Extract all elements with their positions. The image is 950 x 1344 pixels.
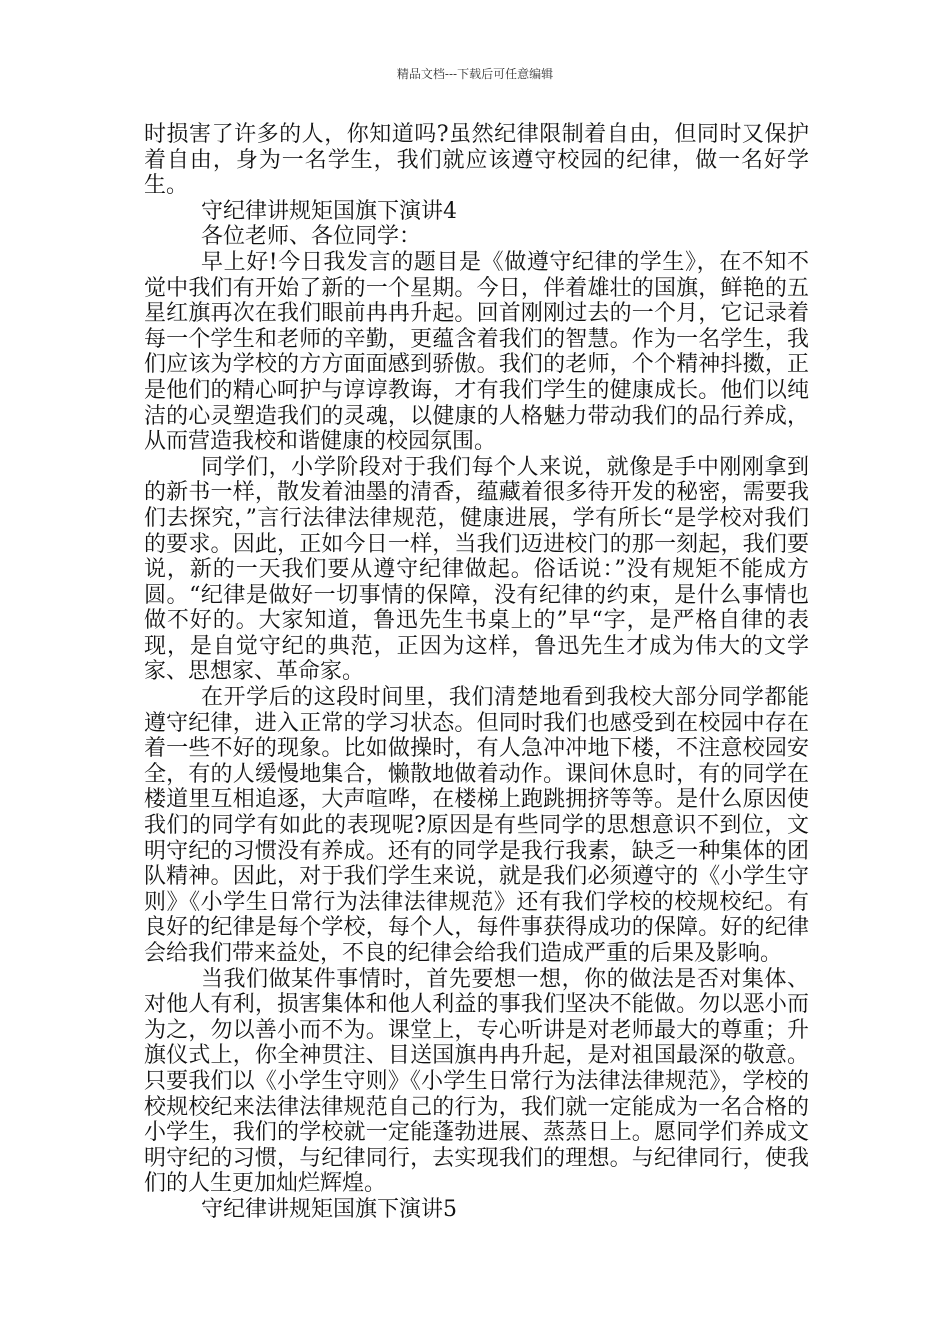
paragraph-greeting: 早上好!今日我发言的题目是《做遵守纪律的学生》，在不知不觉中我们有开始了新的一个星期。今日，伴着雄壮的国旗，鲜艳的五星红旗再次在我们眼前冉冉升起。回首刚刚过去的一个月，它记录着每一个学生和老师的辛勤，更蕴含着我们的智慧。作为一名学生，我们应该为学校的方方面面感到骄傲。我们的老师，个个精神抖擞，正是他们的精心呵护与谆谆教诲，才有我们学生的健康成长。他们以纯洁的心灵塑造我们的灵魂，以健康的人格魅力带动我们的品行养成，从而营造我校和谐健康的校园氛围。 (144, 249, 809, 455)
salutation: 各位老师、各位同学： (201, 224, 422, 250)
document-body (144, 122, 809, 1223)
paragraph-continuation: 时损害了许多的人，你知道吗?虽然纪律限制着自由，但同时又保护着自由，身为一名学生，我们就应该遵守校园的纪律，做一名好学生。 (144, 122, 809, 199)
section-heading-speech-5: 守纪律讲规矩国旗下演讲5 (201, 1196, 457, 1222)
paragraph-when-doing: 当我们做某件事情时，首先要想一想，你的做法是否对集体、对他人有利，损害集体和他人利益的事我们坚决不能做。勿以恶小而为之，勿以善小而不为。课堂上，专心听讲是对老师最大的尊重；升旗仪式上，你全神贯注、目送国旗冉冉升起，是对祖国最深的敬意。只要我们以《小学生守则》《小学生日常行为法律法律规范》，学校的校规校纪来法律法律规范自己的行为，我们就一定能成为一名合格的小学生，我们的学校就一定能蓬勃进展、蒸蒸日上。愿同学们养成文明守纪的习惯，与纪律同行，去实现我们的理想。与纪律同行，使我们的人生更加灿烂辉煌。 (144, 966, 809, 1197)
paragraph-classmates: 同学们，小学阶段对于我们每个人来说，就像是手中刚刚拿到的新书一样，散发着油墨的清香，蕴藏着很多待开发的秘密，需要我们去探究，”言行法律法律规范，健康进展，学有所长“是学校对我们的要求。因此，正如今日一样，当我们迈进校门的那一刻起，我们要说，新的一天我们要从遵守纪律做起。俗话说：”没有规矩不能成方圆。“纪律是做好一切事情的保障，没有纪律的约束，是什么事情也做不好的。大家知道，鲁迅先生书桌上的”早“字，是严格自律的表现，是自觉守纪的典范，正因为这样，鲁迅先生才成为伟大的文学家、思想家、革命家。 (144, 454, 809, 685)
section-heading-speech-4: 守纪律讲规矩国旗下演讲4 (201, 198, 457, 224)
paragraph-after-school-start: 在开学后的这段时间里，我们清楚地看到我校大部分同学都能遵守纪律，进入正常的学习状态。但同时我们也感受到在校园中存在着一些不好的现象。比如做操时，有人急冲冲地下楼，不注意校园安全，有的人缓慢地集合，懒散地做着动作。课间休息时，有的同学在楼道里互相追逐，大声喧哗，在楼梯上跑跳拥挤等等。是什么原因使我们的同学有如此的表现呢?原因是有些同学的思想意识不到位，文明守纪的习惯没有养成。还有的同学是我行我素，缺乏一种集体的团队精神。因此，对于我们学生来说，就是我们必须遵守的《小学生守则》《小学生日常行为法律法律规范》还有我们学校的校规校纪。有良好的纪律是每个学校，每个人，每件事获得成功的保障。好的纪律会给我们带来益处，不良的纪律会给我们造成严重的后果及影响。 (144, 685, 809, 966)
page-header: 精品文档---下载后可任意编辑 (396, 67, 554, 81)
